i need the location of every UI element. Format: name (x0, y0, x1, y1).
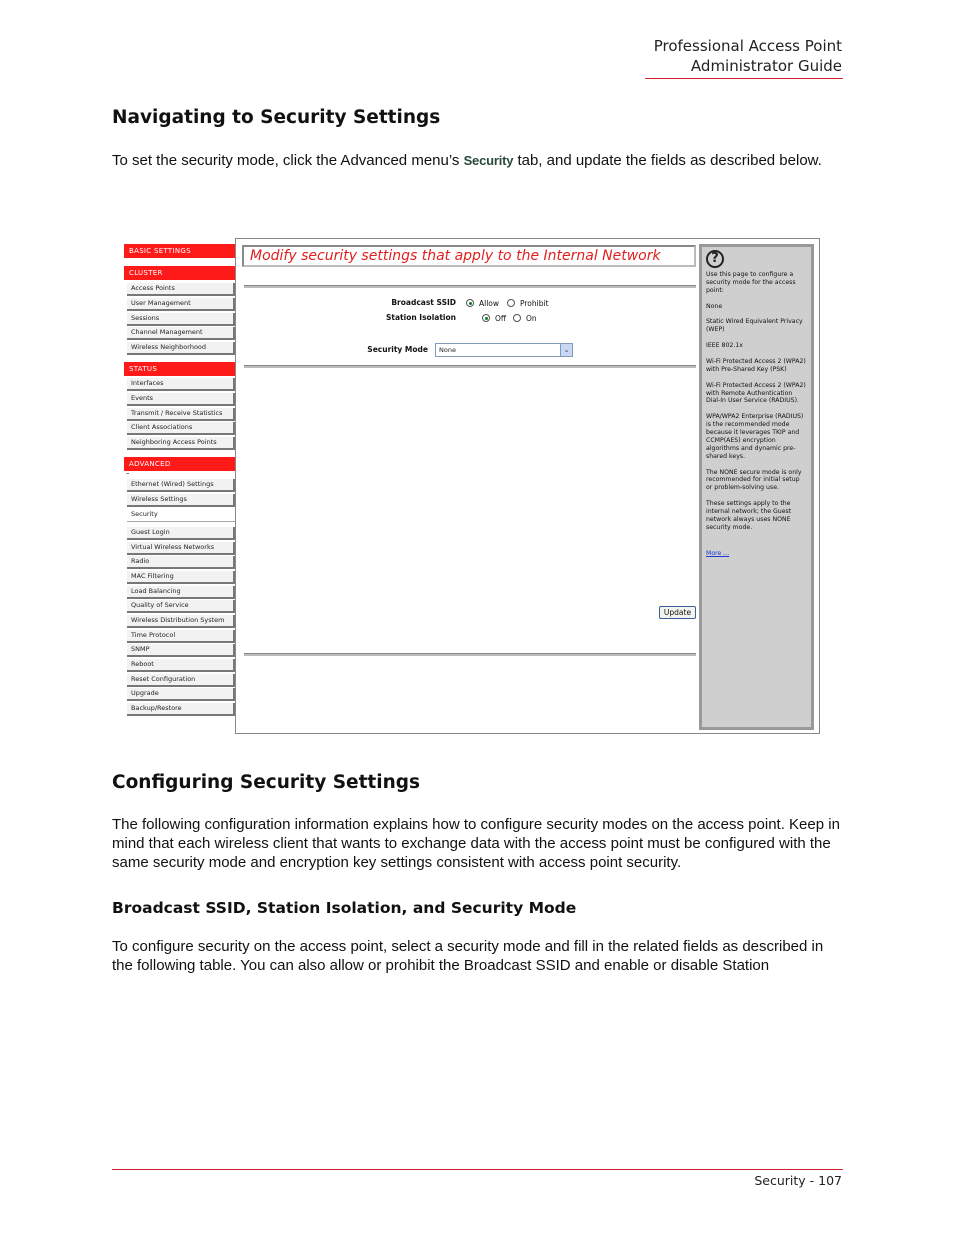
nav-item[interactable]: Wireless Neighborhood (127, 342, 235, 355)
collapse-mark: – (126, 469, 130, 477)
nav-item[interactable]: Client Associations (127, 422, 235, 435)
security-settings-panel (235, 238, 820, 734)
nav-item[interactable]: Ethernet (Wired) Settings (127, 479, 235, 492)
separator-middle (244, 365, 696, 368)
nav-item[interactable]: Neighboring Access Points (127, 437, 235, 450)
nav-item[interactable]: Upgrade (127, 688, 235, 701)
help-paragraph: Static Wired Equivalent Privacy (WEP) (706, 318, 803, 334)
security-settings-screenshot (123, 237, 820, 734)
navigating-heading: Navigating to Security Settings (112, 107, 441, 128)
header-rule (645, 78, 843, 79)
help-more-link[interactable]: More ... (706, 549, 730, 557)
nav-item[interactable]: Load Balancing (127, 586, 235, 599)
footer-rule (112, 1169, 843, 1170)
nav-basic-settings[interactable]: BASIC SETTINGS (124, 244, 235, 258)
help-paragraph: IEEE 802.1x (706, 342, 743, 350)
security-keyword: Security (463, 153, 514, 168)
nav-item[interactable]: Channel Management (127, 327, 235, 340)
help-paragraph: The NONE secure mode is only recommended for initial setup or problem-solving use. (706, 468, 802, 492)
chevron-down-icon[interactable]: ⌄ (560, 344, 572, 356)
navigating-paragraph (112, 151, 847, 170)
nav-item[interactable]: Time Protocol (127, 630, 235, 643)
broadcast-ssid-prohibit-radio[interactable] (507, 299, 515, 307)
station-isolation-label: Station Isolation (386, 313, 456, 322)
help-panel (699, 244, 814, 730)
navigating-text-after: tab, and update the fields as described below. (513, 152, 822, 169)
nav-item[interactable]: Wireless Settings (127, 494, 235, 507)
navigating-text-before: To set the security mode, click the Advanced menu’s (112, 152, 464, 169)
security-mode-label: Security Mode (367, 345, 428, 354)
station-isolation-on-label: On (526, 314, 537, 323)
nav-item[interactable]: Guest Login (127, 527, 235, 540)
help-paragraph: Wi-Fi Protected Access 2 (WPA2) with Pre-Shared Key (PSK) (706, 357, 806, 373)
broadcast-ssid-label: Broadcast SSID (391, 298, 456, 307)
question-icon: ? (706, 250, 724, 268)
broadcast-ssid-allow-radio[interactable] (466, 299, 474, 307)
header-line-2: Administrator Guide (690, 56, 842, 75)
nav-item[interactable]: MAC Filtering (127, 571, 235, 584)
nav-status-header[interactable]: STATUS (124, 362, 235, 376)
station-isolation-off-radio[interactable] (482, 314, 490, 322)
station-isolation-on-radio[interactable] (513, 314, 521, 322)
nav-item[interactable]: Events (127, 393, 235, 406)
separator-top (244, 285, 696, 288)
update-button[interactable]: Update (659, 606, 696, 619)
nav-advanced-header[interactable]: ADVANCED (124, 457, 235, 471)
nav-item[interactable]: Virtual Wireless Networks (127, 542, 235, 555)
broadcast-ssid-paragraph: To configure security on the access point, select a security mode and fill in the related fields as described in the following table. You can also allow or prohibit the Broadcast SSID and enable or disable Station (112, 938, 824, 974)
nav-item[interactable]: Transmit / Receive Statistics (127, 408, 235, 421)
panel-title: Modify security settings that apply to the Internal Network (242, 245, 696, 267)
nav-item[interactable]: Radio (127, 556, 235, 569)
nav-item[interactable]: Reboot (127, 659, 235, 672)
help-paragraph: These settings apply to the internal network; the Guest network always uses NONE security mode. (706, 500, 792, 531)
security-mode-value: None (439, 346, 456, 354)
configuring-paragraph: The following configuration information explains how to configure security modes on the access point. Keep in mind that each wireless client that wants to exchange data with the access point must be configured with the same security mode and encryption key settings consistent with access point security. (112, 816, 840, 871)
help-paragraph: WPA/WPA2 Enterprise (RADIUS) is the recommended mode because it leverages TKIP and CCMP(AES) encryption algorithms and dynamic pre-shared keys. (706, 413, 804, 460)
nav-item-security-selected[interactable]: Security (127, 509, 235, 522)
nav-item[interactable]: Access Points (127, 283, 235, 296)
broadcast-ssid-heading: Broadcast SSID, Station Isolation, and Security Mode (112, 899, 577, 917)
separator-bottom (244, 653, 696, 656)
nav-item[interactable]: Sessions (127, 313, 235, 326)
nav-item[interactable]: Quality of Service (127, 600, 235, 613)
broadcast-ssid-prohibit-label: Prohibit (520, 299, 549, 308)
guide-header (654, 37, 842, 76)
page-footer: Security - 107 (754, 1173, 842, 1188)
nav-item[interactable]: User Management (127, 298, 235, 311)
header-line-1: Professional Access Point (653, 37, 842, 55)
help-paragraph: Wi-Fi Protected Access 2 (WPA2) with Remote Authentication Dial-In User Service (RADIUS). (706, 381, 806, 405)
configuring-heading: Configuring Security Settings (112, 772, 421, 793)
nav-item[interactable]: SNMP (127, 644, 235, 657)
nav-cluster-header[interactable]: CLUSTER (124, 266, 235, 280)
nav-item[interactable]: Backup/Restore (127, 703, 235, 716)
help-paragraph: None (706, 302, 723, 310)
broadcast-ssid-allow-label: Allow (479, 299, 500, 308)
nav-item[interactable]: Interfaces (127, 378, 235, 391)
nav-item[interactable]: Reset Configuration (127, 674, 235, 687)
station-isolation-off-label: Off (495, 314, 507, 323)
nav-item[interactable]: Wireless Distribution System (127, 615, 235, 628)
security-mode-select[interactable] (435, 343, 573, 357)
help-paragraph: Use this page to configure a security mode for the access point: (706, 271, 796, 294)
